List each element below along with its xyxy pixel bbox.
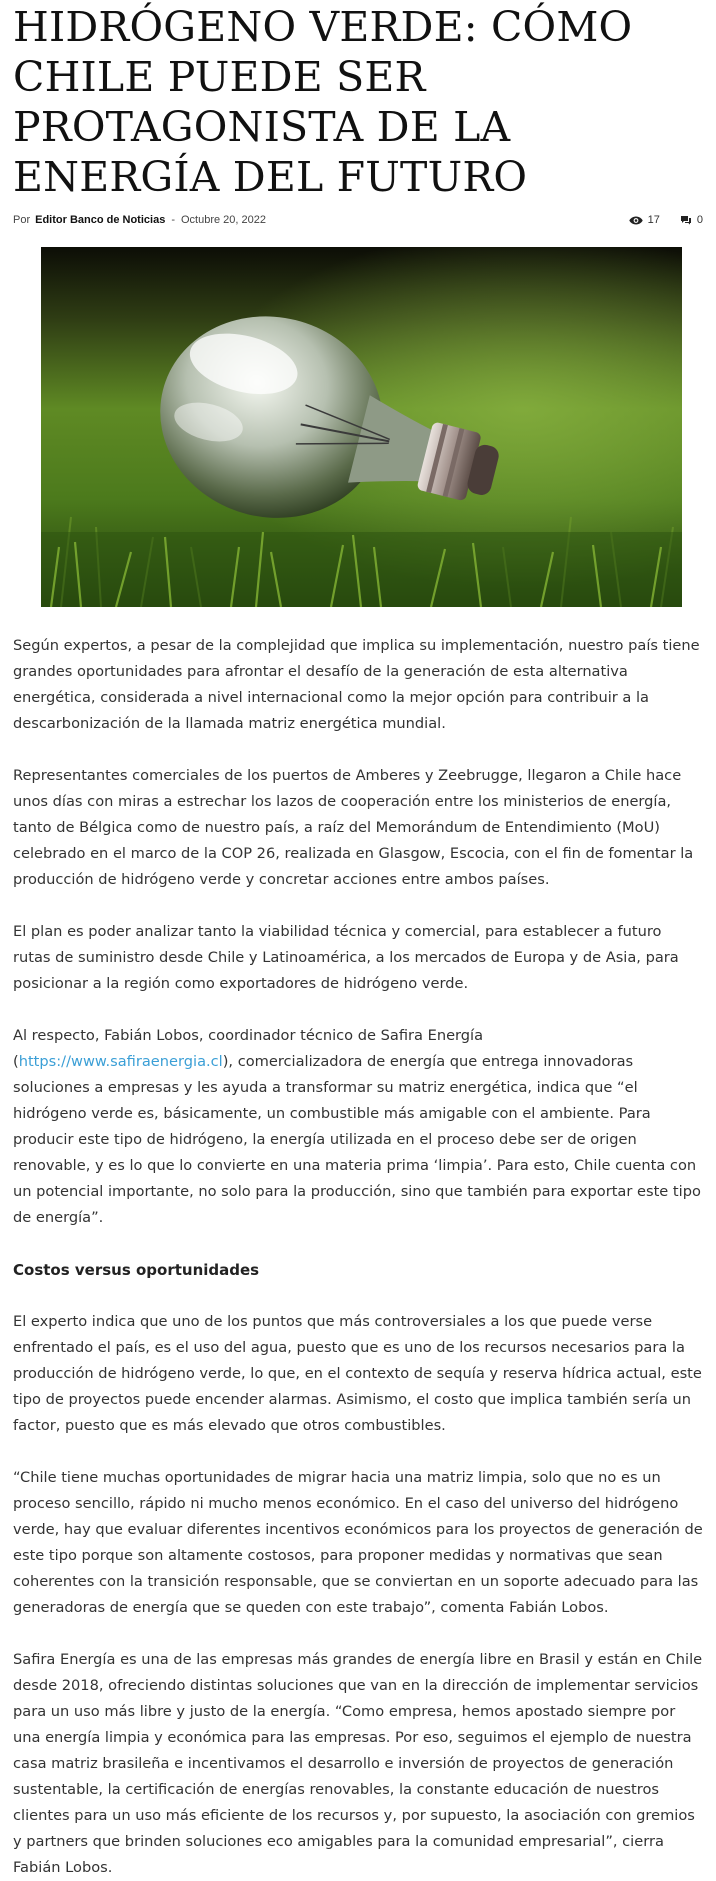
- paragraph-text: ), comercializadora de energía que entrega innovadoras soluciones a empresas y les ayuda a transformar su matriz energética, indica que “el hidrógeno verde es, básicamente, un combustible más amigable con el ambiente. Para producir este tipo de hidrógeno, la energía utilizada en el proceso debe ser de origen renovable, y es lo que lo convierte en una materia prima ‘limpia’. Para esto, Chile cuenta con un potencial importante, no solo para la producción, sino que también para exportar este tipo de energía”.: [13, 1053, 701, 1226]
- page-title: HIDRÓGENO VERDE: CÓMO CHILE PUEDE SER PROTAGONISTA DE LA ENERGÍA DEL FUTURO: [13, 3, 633, 201]
- views-counter: [629, 214, 660, 226]
- paragraph: El plan es poder analizar tanto la viabilidad técnica y comercial, para establecer a futuro rutas de suministro desde Chile y Latinoamérica, a los mercados de Europa y de Asia, para posicionar a la región como exportadores de hidrógeno verde.: [13, 923, 679, 992]
- post-stats: [629, 214, 703, 226]
- paragraph-text: Al respecto, Fabián Lobos, coordinador técnico de Safira Energía (: [13, 1027, 484, 1070]
- comments-counter[interactable]: [680, 214, 703, 226]
- paragraph: Safira Energía es una de las empresas más grandes de energía libre en Brasil y están en Chile desde 2018, ofreciendo distintas soluciones que van en la dirección de implementar servicios para un uso más libre y justo de la energía. “Como empresa, hemos apostado siempre por una energía limpia y económica para las empresas. Por eso, seguimos el ejemplo de nuestra casa matriz brasileña e incentivamos el desarrollo e inversión de proyectos de generación sustentable, la certificación de energías renovables, la constante educación de nuestros clientes para un uso más eficiente de los recursos y, por supuesto, la asociación con gremios y partners que brinden soluciones eco amigables para la comunidad empresarial”, cierra Fabián Lobos.: [13, 1651, 703, 1876]
- post-date: Octubre 20, 2022: [181, 214, 267, 226]
- paragraph-with-link: [13, 1023, 703, 1231]
- section-heading: Costos versus oportunidades: [13, 1261, 260, 1279]
- article-body: [13, 633, 703, 1881]
- author-link[interactable]: Editor Banco de Noticias: [35, 214, 166, 226]
- paragraph: Representantes comerciales de los puertos de Amberes y Zeebrugge, llegaron a Chile hace unos días con miras a estrechar los lazos de cooperación entre los ministerios de energía, tanto de Bélgica como de nuestro país, a raíz del Memorándum de Entendimiento (MoU) celebrado en el marco de la COP 26, realizada en Glasgow, Escocia, con el fin de fomentar la producción de hidrógeno verde y concretar acciones entre ambos países.: [13, 767, 694, 888]
- meta-separator: -: [171, 214, 175, 226]
- safira-website-link[interactable]: https://www.safiraenergia.cl: [18, 1053, 223, 1070]
- post-meta: [13, 209, 703, 231]
- views-count: 17: [647, 214, 660, 226]
- comments-count: 0: [696, 214, 703, 226]
- featured-image: [41, 247, 682, 607]
- by-label: Por: [13, 214, 31, 226]
- light-bulb-on-grass-image: [41, 247, 682, 607]
- comment-icon: [680, 215, 692, 225]
- paragraph: El experto indica que uno de los puntos que más controversiales a los que puede verse enfrentado el país, es el uso del agua, puesto que es uno de los recursos necesarios para la producción de hidrógeno verde, lo que, en el contexto de sequía y reserva hídrica actual, este tipo de proyectos puede encender alarmas. Asimismo, el costo que implica también sería un factor, puesto que es más elevado que otros combustibles.: [13, 1313, 702, 1434]
- paragraph: Según expertos, a pesar de la complejidad que implica su implementación, nuestro país tiene grandes oportunidades para afrontar el desafío de la generación de esta alternativa energética, considerada a nivel internacional como la mejor opción para contribuir a la descarbonización de la llamada matriz energética mundial.: [13, 637, 700, 732]
- eye-icon: [629, 216, 643, 225]
- paragraph: “Chile tiene muchas oportunidades de migrar hacia una matriz limpia, solo que no es un proceso sencillo, rápido ni mucho menos económico. En el caso del universo del hidrógeno verde, hay que evaluar diferentes incentivos económicos para los proyectos de generación de este tipo porque son altamente costosos, para proponer medidas y normativas que sean coherentes con la transición responsable, que se conviertan en un soporte adecuado para las generadoras de energía que se queden con este trabajo”, comenta Fabián Lobos.: [13, 1469, 703, 1616]
